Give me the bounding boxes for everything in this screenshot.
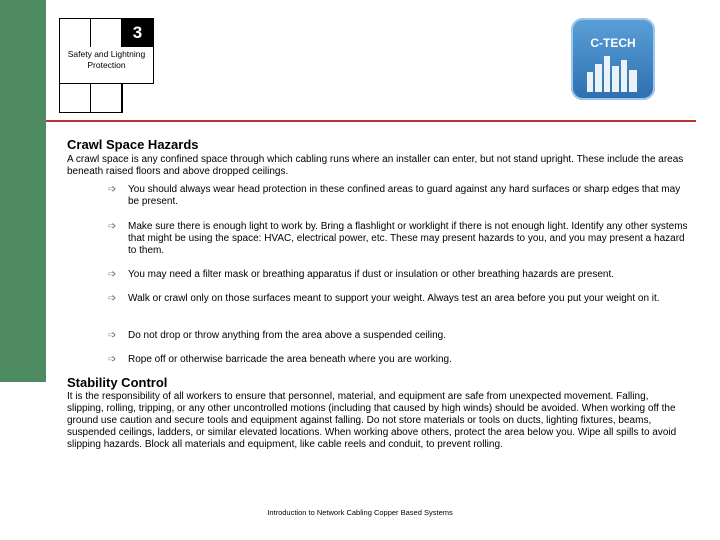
chapter-indicator: [59, 18, 154, 84]
ctech-logo: [571, 18, 655, 100]
arrow-bullet-icon: ➩: [108, 269, 117, 280]
bullet-text: Make sure there is enough light to work by. Bring a flashlight or worklight if there is not enough light. Identify any other systems that might be using the space: HVAC, electrical power, etc. These may present hazards to you, and you may present a hazard to them.: [128, 221, 688, 256]
bullet-text: Rope off or otherwise barricade the area beneath where you are working.: [128, 354, 452, 365]
arrow-bullet-icon: ➩: [108, 184, 117, 195]
logo-text: C-TECH: [590, 36, 636, 50]
crawl-space-intro: A crawl space is any confined space through which cabling runs where an installer can enter, but not stand upright. These include the areas beneath raised floors and above dropped ceilings.: [67, 154, 684, 177]
bullet-text: You may need a filter mask or breathing apparatus if dust or insulation or other breathing hazards are present.: [128, 269, 615, 280]
grid-cell: [60, 84, 91, 112]
chapter-grid: [59, 84, 123, 113]
side-accent-bar: [0, 0, 46, 382]
chapter-number: 3: [122, 19, 154, 47]
arrow-bullet-icon: ➩: [108, 221, 117, 232]
header-divider: [46, 120, 696, 122]
stability-control-body: It is the responsibility of all workers to ensure that personnel, material, and equipment are safe from unexpected movement. Falling, slipping, rolling, tripping, or any other uncontrolled motions (including that caused by high winds) should be avoided. When working off the ground use caution and secure tools and equipment against falling. Do not store materials or tools on ducts, lighting fixtures, beams, suspended ceilings, ladders, or similar elevated locations. When working above others, protect the area below you. Wipe all spills to avoid slipping hazards. Block all materials and equipment, like cable reels and conduit, to prevent rolling.: [67, 391, 677, 450]
city-skyline-icon: [585, 52, 641, 92]
arrow-bullet-icon: ➩: [108, 330, 117, 341]
grid-cell: [91, 84, 122, 112]
chapter-label: Safety and Lightning Protection: [67, 49, 146, 70]
section-title-crawl-space: Crawl Space Hazards: [67, 137, 199, 152]
page-footer: Introduction to Network Cabling Copper Based Systems: [267, 508, 453, 517]
bullet-text: Do not drop or throw anything from the area above a suspended ceiling.: [128, 330, 446, 341]
section-title-stability-control: Stability Control: [67, 375, 168, 390]
bullet-text: Walk or crawl only on those surfaces meant to support your weight. Always test an area before you put your weight on it.: [128, 293, 660, 304]
bullet-text: You should always wear head protection in these confined areas to guard against any hard surfaces or sharp edges that may be present.: [128, 184, 681, 207]
arrow-bullet-icon: ➩: [108, 354, 117, 365]
chapter-cell: [60, 19, 91, 47]
chapter-cell: [91, 19, 122, 47]
arrow-bullet-icon: ➩: [108, 293, 117, 304]
